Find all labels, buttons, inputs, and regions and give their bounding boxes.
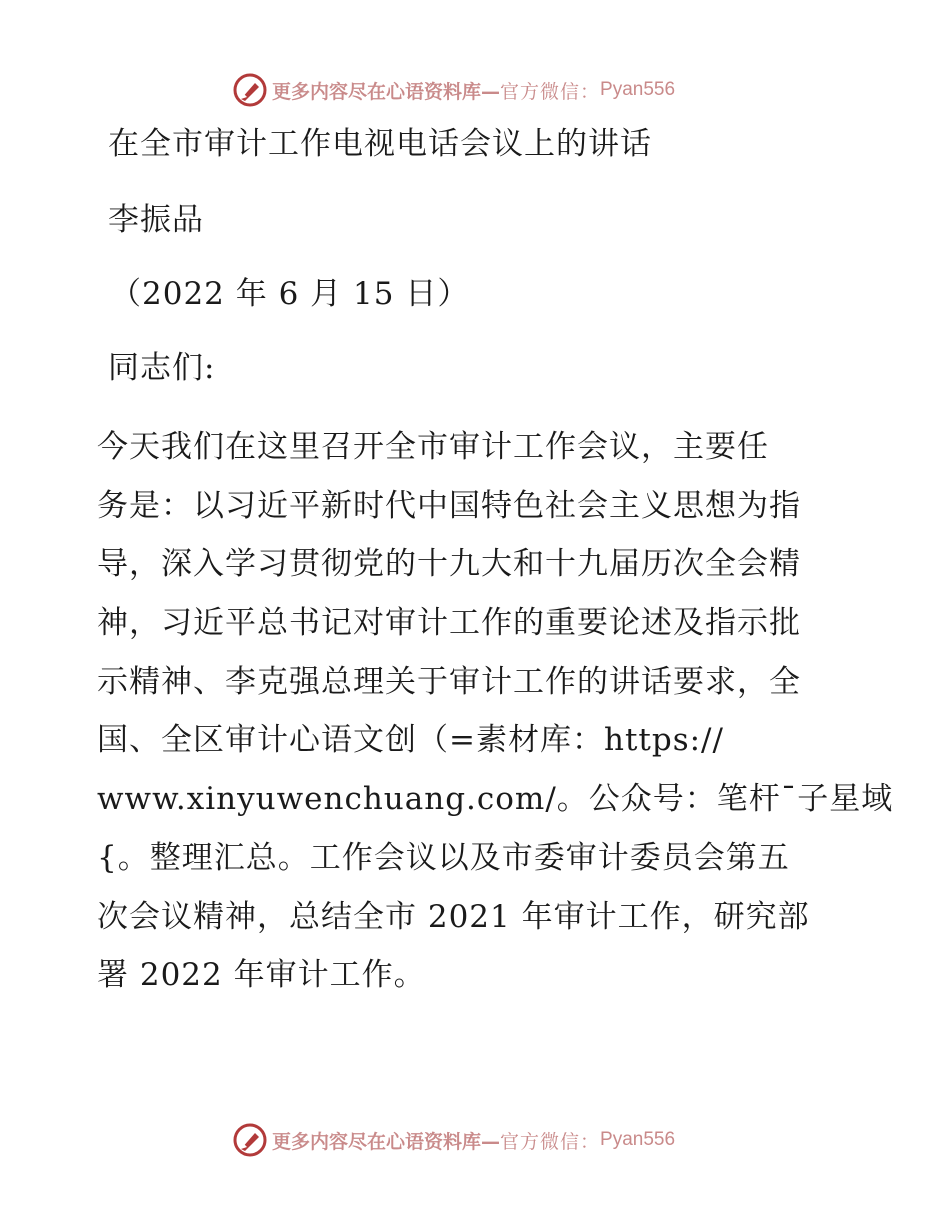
body-line: 国、全区审计心语文创（=素材库：https:// xyxy=(97,722,724,759)
footer-banner-text: 更多内容尽在心语资料库— xyxy=(272,1130,501,1153)
body-line: www.xinyuwenchuang.com/。公众号：笔杆¯子星域 xyxy=(97,781,894,818)
body-paragraph xyxy=(97,418,894,1005)
body-line: 署 2022 年审计工作。 xyxy=(97,957,426,994)
header-wechat-id: Pyan556 xyxy=(600,79,676,100)
header-banner xyxy=(233,70,675,110)
speaker-name: 李振品 xyxy=(108,202,204,238)
body-line: 示精神、李克强总理关于审计工作的讲话要求，全 xyxy=(97,663,801,700)
document-title: 在全市审计工作电视电话会议上的讲话 xyxy=(108,126,652,162)
body-line: 神，习近平总书记对审计工作的重要论述及指示批 xyxy=(97,605,801,642)
footer-wechat-label: 官方微信： xyxy=(500,1130,601,1153)
pen-logo-icon xyxy=(233,73,267,107)
body-line: 次会议精神，总结全市 2021 年审计工作，研究部 xyxy=(97,898,810,935)
salutation: 同志们: xyxy=(108,350,216,386)
body-line: 导，深入学习贯彻党的十九大和十九届历次全会精 xyxy=(97,546,801,583)
body-line: 今天我们在这里召开全市审计工作会议，主要任 xyxy=(97,429,769,465)
pen-logo-icon xyxy=(233,1123,267,1157)
document-date: （2022 年 6 月 15 日） xyxy=(110,276,470,312)
footer-banner xyxy=(233,1120,675,1160)
body-line: 务是：以习近平新时代中国特色社会主义思想为指 xyxy=(97,487,801,524)
header-wechat-label: 官方微信： xyxy=(500,80,601,103)
header-banner-text: 更多内容尽在心语资料库— xyxy=(272,80,501,103)
body-line: {。整理汇总。工作会议以及市委审计委员会第五 xyxy=(97,839,790,876)
footer-wechat-id: Pyan556 xyxy=(600,1129,676,1150)
